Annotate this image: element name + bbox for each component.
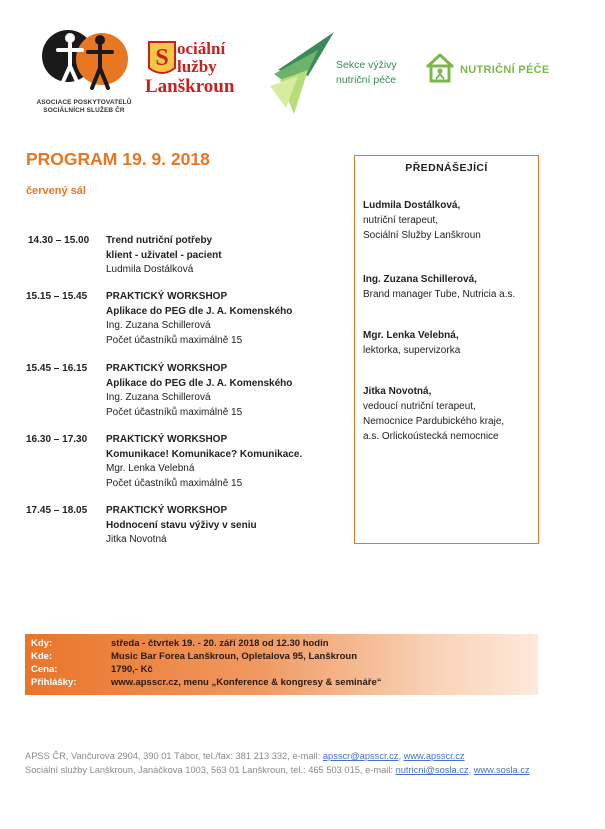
socialni-sluzby-line3: Lanškroun — [145, 76, 235, 97]
session-title: PRAKTICKÝ WORKSHOP — [106, 291, 228, 302]
footer-sep: , — [398, 751, 404, 761]
footer-email-link[interactable]: apsscr@apsscr.cz — [322, 751, 399, 761]
footer-sep: , — [468, 765, 474, 775]
speaker-org-2: a.s. Orlickoústecká nemocnice — [363, 431, 499, 442]
session-note: Počet účastníků maximálně 15 — [106, 334, 243, 346]
house-icon — [424, 52, 456, 84]
session-title: PRAKTICKÝ WORKSHOP — [106, 363, 228, 374]
footer-text: APSS ČR, Vančurova 2904, 390 01 Tábor, tel./fax: 381 213 332, e-mail: — [25, 751, 323, 761]
socialni-sluzby-line2: lužby — [177, 57, 217, 76]
nutricni-pece-text: NUTRIČNÍ PÉČE — [460, 64, 550, 76]
session-time: 15.45 – 16.15 — [26, 363, 88, 374]
apss-logo — [34, 26, 134, 122]
nutricni-pece-logo — [424, 52, 564, 86]
footer-email-link[interactable]: nutricni@sosla.cz — [395, 765, 469, 775]
apss-logo-line1: ASOCIACE POSKYTOVATELŮ — [36, 99, 132, 106]
sekce-vyzivy-logo — [268, 30, 413, 116]
session-subtitle: Aplikace do PEG dle J. A. Komenského — [106, 305, 293, 317]
info-label: Cena: — [31, 664, 58, 675]
session-time: 14.30 – 15.00 — [28, 235, 90, 246]
session-note: Počet účastníků maximálně 15 — [106, 477, 243, 489]
program-title: PROGRAM 19. 9. 2018 — [26, 149, 210, 169]
info-label: Přihlášky: — [31, 677, 77, 688]
sekce-line1: Sekce výživy — [336, 59, 397, 71]
speaker-role: vedoucí nutriční terapeut, — [363, 401, 476, 412]
session-subtitle: klient - uživatel - pacient — [106, 249, 222, 261]
footer-line-sosla — [25, 765, 530, 775]
footer-line-apss — [25, 751, 465, 761]
session-title: Trend nutriční potřeby — [106, 235, 213, 246]
speaker-role: Brand manager Tube, Nutricia a.s. — [363, 289, 516, 300]
speakers-heading: PŘEDNÁŠEJÍCÍ — [405, 162, 488, 174]
apss-figures-icon — [34, 26, 134, 98]
session-subtitle: Komunikace! Komunikace? Komunikace. — [106, 448, 303, 460]
info-label: Kdy: — [31, 638, 53, 649]
session-title: PRAKTICKÝ WORKSHOP — [106, 434, 228, 445]
footer-web-link[interactable]: www.sosla.cz — [473, 765, 530, 775]
speaker-entry — [363, 384, 533, 444]
session-time: 15.15 – 15.45 — [26, 291, 88, 302]
session-speaker: Jitka Novotná — [106, 534, 167, 545]
footer-web-link[interactable]: www.apsscr.cz — [403, 751, 465, 761]
socialni-sluzby-initial: S — [155, 45, 169, 71]
speaker-role: nutriční terapeut, — [363, 215, 439, 226]
speaker-entry — [363, 198, 533, 243]
info-value: Music Bar Forea Lanškroun, Opletalova 95, Lanškroun — [111, 651, 358, 662]
session-time: 16.30 – 17.30 — [26, 434, 88, 445]
socialni-sluzby-emblem-icon — [145, 38, 179, 78]
session-speaker: Ing. Zuzana Schillerová — [106, 320, 211, 331]
info-value: 1790,- Kč — [111, 664, 153, 675]
socialni-sluzby-line1: ociální — [177, 39, 226, 58]
speaker-name: Jitka Novotná, — [363, 386, 432, 397]
session-time: 17.45 – 18.05 — [26, 505, 88, 516]
session-subtitle: Hodnocení stavu výživy v seniu — [106, 519, 257, 531]
session-speaker: Ludmila Dostálková — [106, 264, 194, 275]
speaker-role: lektorka, supervizorka — [363, 345, 461, 356]
speaker-name: Ing. Zuzana Schillerová, — [363, 274, 477, 285]
hall-label: červený sál — [26, 185, 86, 197]
speaker-name: Mgr. Lenka Velebná, — [363, 330, 459, 341]
speakers-box — [354, 155, 539, 544]
leaf-icon — [268, 30, 338, 116]
info-value: www.apsscr.cz, menu „Konference & kongresy & semináře“ — [111, 677, 382, 688]
event-info-band — [25, 634, 538, 695]
session-note: Počet účastníků maximálně 15 — [106, 406, 243, 418]
session-speaker: Ing. Zuzana Schillerová — [106, 392, 211, 403]
session-subtitle: Aplikace do PEG dle J. A. Komenského — [106, 377, 293, 389]
speaker-org: Sociální Služby Lanškroun — [363, 230, 481, 241]
speaker-org: Nemocnice Pardubického kraje, — [363, 416, 505, 427]
info-label: Kde: — [31, 651, 53, 662]
apss-logo-line2: SOCIÁLNÍCH SLUŽEB ČR — [43, 107, 125, 114]
speaker-name: Ludmila Dostálková, — [363, 200, 461, 211]
speaker-entry — [363, 328, 533, 358]
session-title: PRAKTICKÝ WORKSHOP — [106, 505, 228, 516]
sekce-line2: nutriční péče — [336, 74, 397, 86]
session-speaker: Mgr. Lenka Velebná — [106, 463, 195, 474]
socialni-sluzby-logo — [145, 38, 265, 102]
footer-text: Sociální služby Lanškroun, Janáčkova 1003, 563 01 Lanškroun, tel.: 465 503 015, e-mail: — [25, 765, 396, 775]
speaker-entry — [363, 272, 533, 302]
info-value: středa - čtvrtek 19. - 20. září 2018 od 12.30 hodin — [111, 638, 329, 649]
